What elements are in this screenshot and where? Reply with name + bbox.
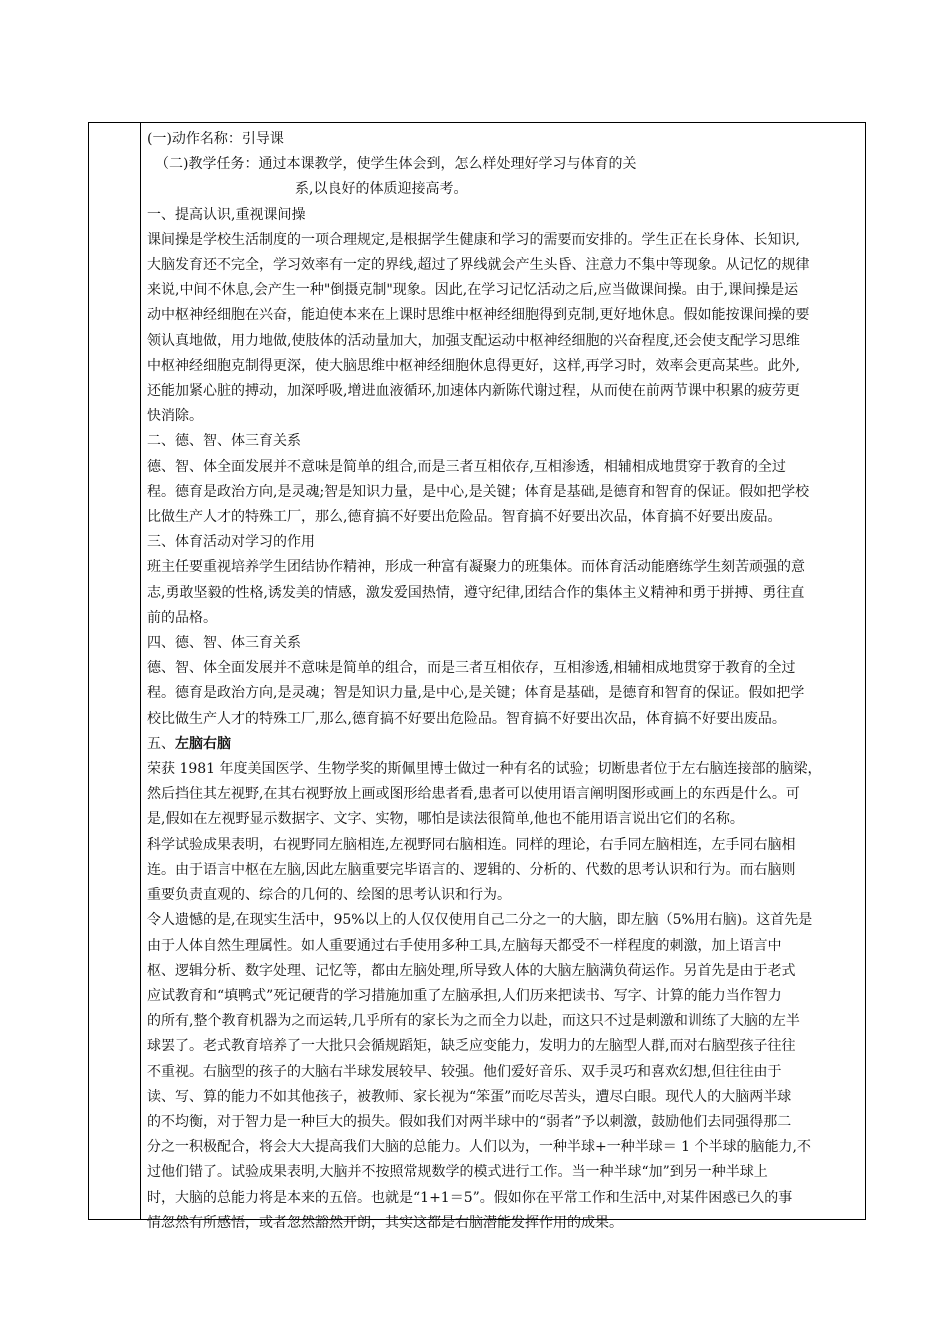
section-heading: 四、德、智、体三育关系 [147, 635, 301, 652]
text-line: 时，大脑的总能力将是本来的五倍。也就是“1+1＝5”。假如你在平常工作和生活中,对某件困惑已久的事 [147, 1189, 793, 1206]
text-line: 由于人体自然生理属性。如人重要通过右手使用多种工具,左脑每天都受不一样程度的刺激，加上语言中 [147, 937, 782, 954]
text-line: 程。德育是政治方向,是灵魂;智是知识力量，是中心,是关键；体育是基础,是德育和智育的保证。假如把学校 [147, 483, 810, 500]
text-line: 前的品格。 [147, 609, 217, 626]
text-line: 连。由于语言中枢在左脑,因此左脑重要完毕语言的、逻辑的、分析的、代数的思考认识和行为。而右脑则 [147, 861, 796, 878]
text-line: 还能加紧心脏的搏动，加深呼吸,增进血液循环,加速体内新陈代谢过程，从而使在前两节课中积累的疲劳更 [147, 383, 800, 400]
text-line: 比做生产人才的特殊工厂，那么,德育搞不好要出危险品。智育搞不好要出次品，体育搞不好要出废品。 [147, 509, 782, 526]
text-line: 然后挡住其左视野,在其右视野放上画或图形给患者看,患者可以使用语言阐明图形或画上的东西是什么。可 [147, 786, 800, 803]
text-line: 班主任要重视培养学生团结协作精神，形成一种富有凝聚力的班集体。而体育活动能磨练学生刻苦顽强的意 [147, 559, 805, 576]
text-line: 分之一积极配合，将会大大提高我们大脑的总能力。人们以为，一种半球+一种半球＝ 1 个半球的脑能力,不 [147, 1139, 811, 1156]
column-divider [140, 123, 141, 1219]
text-line: 大脑发育还不完全，学习效率有一定的界线,超过了界线就会产生头昏、注意力不集中等现象。从记忆的规律 [147, 257, 810, 274]
text-line: 志,勇敢坚毅的性格,诱发美的情感，激发爱国热情，遵守纪律,团结合作的集体主义精神和勇于拼搏、勇往直 [147, 584, 805, 601]
text-line: 领认真地做，用力地做,使肢体的活动量加大，加强支配运动中枢神经细胞的兴奋程度,还会使支配学习思维 [147, 332, 800, 349]
text-line: 是,假如在左视野显示数据字、文字、实物，哪怕是读法很简单,他也不能用语言说出它们的名称。 [147, 811, 744, 828]
section-heading [147, 732, 859, 757]
text-line: （二)教学任务：通过本课教学，使学生体会到，怎么样处理好学习与体育的关 [155, 156, 637, 173]
text-line: 中枢神经细胞克制得更深，使大脑思维中枢神经细胞休息得更好，这样,再学习时，效率会更高某些。此外, [147, 357, 800, 374]
text-line: 德、智、体全面发展并不意味是简单的组合，而是三者互相依存，互相渗透,相辅相成地贯穿于教育的全过 [147, 660, 796, 677]
text-line: 球罢了。老式教育培养了一大批只会循规蹈矩，缺乏应变能力，发明力的左脑型人群,而对右脑型孩子往往 [147, 1038, 796, 1055]
text-line: 校比做生产人才的特殊工厂,那么,德育搞不好要出危险品。智育搞不好要出次品，体育搞不好要出废品。 [147, 710, 786, 727]
text-line: 枢、逻辑分析、数字处理、记忆等，都由左脑处理,所导致人体的大脑左脑满负荷运作。另首先是由于老式 [147, 962, 796, 979]
section-number: 五、 [147, 735, 175, 752]
text-line: 来说,中间不休息,会产生一种"倒摄克制"现象。因此,在学习记忆活动之后,应当做课间操。由于,课间操是运 [147, 282, 799, 299]
text-line: 重要负责直观的、综合的几何的、绘图的思考认识和行为。 [147, 887, 511, 904]
text-line: 快消除。 [147, 408, 203, 425]
text-line: 动中枢神经细胞在兴奋，能迫使本来在上课时思维中枢神经细胞得到克制,更好地休息。假如能按课间操的要 [147, 307, 810, 324]
text-line: 令人遗憾的是,在现实生活中，95%以上的人仅仅使用自己二分之一的大脑，即左脑（5%用右脑)。这首先是 [147, 912, 813, 929]
lesson-content [147, 127, 859, 1236]
text-line: 的所有,整个教育机器为之而运转,几乎所有的家长为之而全力以赴，而这只不过是刺激和训练了大脑的左半 [147, 1013, 800, 1030]
text-line: 不重视。右脑型的孩子的大脑右半球发展较早、较强。他们爱好音乐、双手灵巧和喜欢幻想,但往往由于 [147, 1063, 782, 1080]
text-line: 的不均衡，对于智力是一种巨大的损失。假如我们对两半球中的“弱者”予以刺激，鼓励他们去同强得那二 [147, 1113, 792, 1130]
text-line: 应试教育和“填鸭式”死记硬背的学习措施加重了左脑承担,人们历来把读书、写字、计算的能力当作智力 [147, 987, 782, 1004]
section-heading: 二、德、智、体三育关系 [147, 433, 301, 450]
text-line: 读、写、算的能力不如其他孩子，被教师、家长视为“笨蛋”而吃尽苦头，遭尽白眼。现代人的大脑两半球 [147, 1088, 792, 1105]
text-line: 荣获 1981 年度美国医学、生物学奖的斯佩里博士做过一种有名的试验；切断患者位于左右脑连接部的脑梁， [147, 761, 822, 778]
section-title: 左脑右脑 [175, 735, 231, 752]
lesson-table [88, 122, 866, 1231]
text-line: 科学试验成果表明，右视野同左脑相连,左视野同右脑相连。同样的理论，右手同左脑相连，左手同右脑相 [147, 836, 796, 853]
text-line: 系,以良好的体质迎接高考。 [295, 181, 468, 198]
section-heading: 一、提高认识,重视课间操 [147, 206, 306, 223]
text-line: 过他们错了。试验成果表明,大脑并不按照常规数学的模式进行工作。当一种半球“加”到另一种半球上 [147, 1164, 768, 1181]
text-line: (一)动作名称：引导课 [147, 131, 284, 147]
text-line: 课间操是学校生活制度的一项合理规定,是根据学生健康和学习的需要而安排的。学生正在长身体、长知识, [147, 231, 800, 248]
text-line: 德、智、体全面发展并不意味是简单的组合,而是三者互相依存,互相渗透，相辅相成地贯穿于教育的全过 [147, 458, 786, 475]
section-heading: 三、体育活动对学习的作用 [147, 534, 315, 551]
text-line: 程。德育是政治方向,是灵魂；智是知识力量,是中心,是关键；体育是基础，是德育和智育的保证。假如把学 [147, 685, 805, 702]
text-line: 情忽然有所感悟，或者忽然豁然开朗，其实这都是右脑潜能发挥作用的成果。 [147, 1214, 623, 1231]
